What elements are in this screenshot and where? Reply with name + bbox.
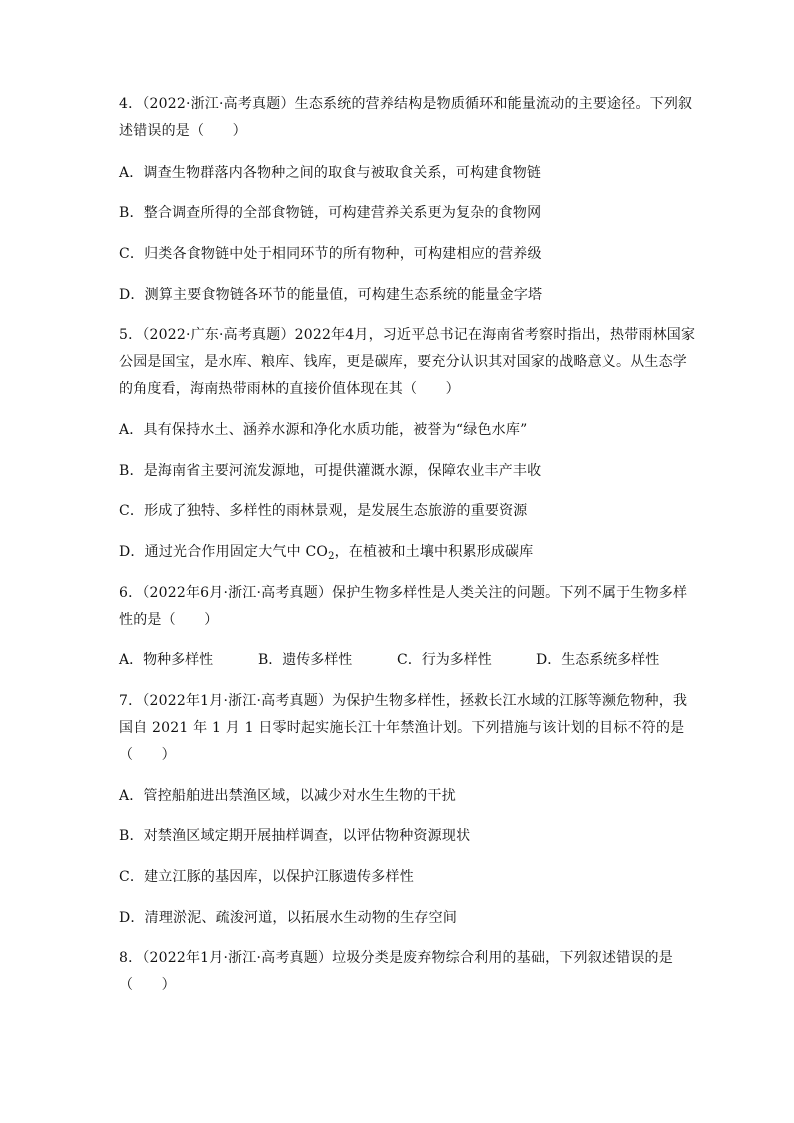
question-stem: 2022年4月，习近平总书记在海南省考察时指出，热带雨林国家 (294, 327, 696, 343)
question-4-option-a: A．调查生物群落内各物种之间的取食与被取食关系，可构建食物链 (119, 165, 542, 181)
question-number: 5． (119, 327, 143, 343)
question-source: （2022年1月·浙江·高考真题） (142, 950, 333, 966)
question-5-line-1 (119, 325, 695, 345)
question-7-option-d: D．清理淤泥、疏浚河道，以拓展水生动物的生存空间 (119, 910, 458, 926)
question-8-line-1 (119, 948, 673, 968)
question-6-option-d: D．生态系统多样性 (536, 652, 660, 668)
question-number: 7． (119, 693, 143, 709)
question-source: （2022·广东·高考真题） (142, 327, 295, 343)
question-7-line-2: 国自 2021 年 1 月 1 日零时起实施长江十年禁渔计划。下列措施与该计划的目标不符的是 (119, 720, 685, 736)
question-stem: 为保护生物多样性，拯救长江水域的江豚等濒危物种，我 (332, 693, 688, 709)
question-7-option-b: B．对禁渔区域定期开展抽样调查，以评估物种资源现状 (119, 828, 471, 844)
question-5-line-2: 公园是国宝，是水库、粮库、钱库，更是碳库，要充分认识其对国家的战略意义。从生态学 (119, 354, 687, 370)
question-4-line-1 (119, 94, 692, 114)
question-stem: 垃圾分类是废弃物综合利用的基础，下列叙述错误的是 (332, 950, 673, 966)
question-4-option-b: B．整合调查所得的全部食物链，可构建营养关系更为复杂的食物网 (119, 205, 542, 221)
question-4-option-d: D．测算主要食物链各环节的能量值，可构建生态系统的能量金字塔 (119, 287, 543, 303)
question-5-option-a: A．具有保持水土、涵养水源和净化水质功能，被誉为“绿色水库” (119, 422, 528, 438)
question-number: 4． (119, 96, 143, 112)
question-7-line-3: （ ） (119, 747, 176, 763)
question-5-option-b: B．是海南省主要河流发源地，可提供灌溉水源，保障农业丰产丰收 (119, 463, 542, 479)
question-5-line-3: 的角度看，海南热带雨林的直接价值体现在其（ ） (119, 381, 460, 397)
question-stem: 保护生物多样性是人类关注的问题。下列不属于生物多样 (332, 585, 688, 601)
question-7-line-1 (119, 691, 687, 711)
question-6-option-a: A．物种多样性 (119, 652, 214, 668)
question-7-option-a: A．管控船舶进出禁渔区域，以减少对水生生物的干扰 (119, 788, 456, 804)
question-stem: 生态系统的营养结构是物质循环和能量流动的主要途径。下列叙 (294, 96, 693, 112)
question-6-line-1 (119, 583, 687, 603)
question-6-option-b: B．遗传多样性 (258, 652, 353, 668)
question-6-line-2: 性的是（ ） (119, 612, 219, 628)
question-5-option-c: C．形成了独特、多样性的雨林景观，是发展生态旅游的重要资源 (119, 503, 528, 519)
question-number: 8． (119, 950, 143, 966)
question-source: （2022年1月·浙江·高考真题） (142, 693, 333, 709)
question-source: （2022年6月·浙江·高考真题） (142, 585, 333, 601)
question-4-line-2: 述错误的是（ ） (119, 123, 247, 139)
question-6-option-c: C．行为多样性 (397, 652, 492, 668)
subscript: 2 (328, 551, 335, 562)
question-5-option-d: D．通过光合作用固定大气中 $CO_2$，在植被和土壤中积累形成碳库 (119, 544, 534, 562)
question-number: 6． (119, 585, 143, 601)
question-7-option-c: C．建立江豚的基因库，以保护江豚遗传多样性 (119, 869, 414, 885)
question-source: （2022·浙江·高考真题） (142, 96, 295, 112)
question-8-line-2: （ ） (119, 977, 176, 993)
question-4-option-c: C．归类各食物链中处于相同环节的所有物种，可构建相应的营养级 (119, 246, 542, 262)
